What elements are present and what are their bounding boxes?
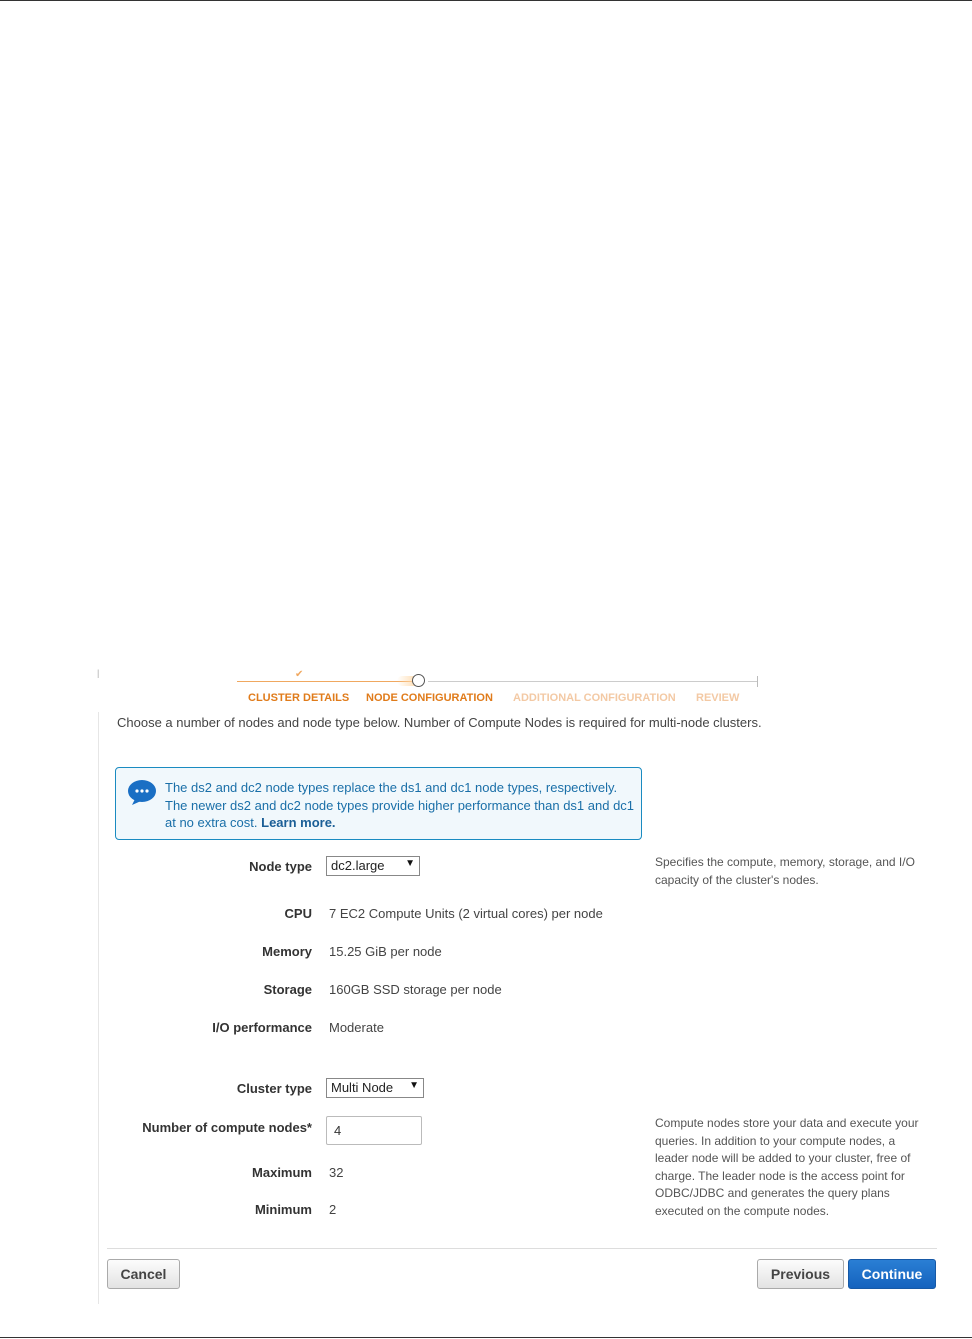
minimum-value: 2 — [329, 1202, 337, 1217]
cpu-label: CPU — [284, 906, 312, 921]
step-review: REVIEW — [696, 692, 740, 704]
left-rule — [98, 712, 99, 1304]
dropdown-arrow-icon: ▼ — [405, 858, 415, 869]
step-complete-check-icon: ✔ — [295, 669, 304, 680]
memory-label: Memory — [262, 944, 312, 959]
bottom-rule — [0, 1337, 972, 1338]
memory-value: 15.25 GiB per node — [329, 944, 442, 959]
corner-tick: | — [97, 668, 100, 678]
maximum-label: Maximum — [252, 1165, 312, 1180]
cluster-type-select[interactable] — [326, 1078, 424, 1098]
compute-nodes-input[interactable]: 4 — [326, 1116, 422, 1145]
node-type-value: dc2.large — [331, 858, 385, 873]
info-text: The ds2 and dc2 node types replace the ds1 and dc1 node types, respectively. The newer ds2 and dc2 node types provide higher performance than ds1 and dc1 at no extra cost. — [165, 780, 635, 830]
info-message — [165, 779, 635, 832]
maximum-value: 32 — [329, 1165, 344, 1180]
learn-more-link[interactable]: Learn more. — [261, 815, 336, 830]
wizard-stepper — [237, 669, 759, 712]
stepper-end-tick — [757, 676, 758, 687]
cpu-value: 7 EC2 Compute Units (2 virtual cores) per node — [329, 906, 603, 921]
compute-nodes-label: Number of compute nodes* — [142, 1120, 312, 1135]
stepper-line-complete — [237, 681, 412, 682]
cancel-button[interactable]: Cancel — [107, 1259, 180, 1289]
node-type-label: Node type — [249, 859, 312, 874]
intro-text: Choose a number of nodes and node type below. Number of Compute Nodes is required for multi-node clusters. — [117, 715, 762, 730]
dropdown-arrow-icon: ▼ — [409, 1080, 419, 1091]
chat-bubble-icon — [127, 779, 157, 805]
step-node-configuration: NODE CONFIGURATION — [366, 692, 493, 704]
node-type-select[interactable] — [326, 856, 420, 876]
previous-button[interactable]: Previous — [757, 1259, 844, 1289]
current-step-circle-icon — [412, 674, 425, 687]
top-rule — [0, 0, 972, 1]
cluster-type-value: Multi Node — [331, 1080, 394, 1095]
io-performance-label: I/O performance — [212, 1020, 312, 1035]
node-type-help: Specifies the compute, memory, storage, and I/O capacity of the cluster's nodes. — [655, 855, 915, 887]
storage-label: Storage — [263, 982, 312, 997]
storage-value: 160GB SSD storage per node — [329, 982, 502, 997]
cluster-type-label: Cluster type — [236, 1081, 312, 1096]
continue-button[interactable]: Continue — [848, 1259, 936, 1289]
minimum-label: Minimum — [254, 1202, 312, 1217]
io-performance-value: Moderate — [329, 1020, 384, 1035]
step-cluster-details[interactable]: CLUSTER DETAILS — [248, 692, 350, 704]
step-additional-configuration: ADDITIONAL CONFIGURATION — [513, 692, 676, 704]
footer-divider — [107, 1248, 937, 1249]
stepper-line-pending — [428, 681, 758, 682]
info-box — [115, 767, 642, 840]
compute-nodes-help: Compute nodes store your data and execute your queries. In addition to your compute nodes, a leader node will be added to your cluster, free of charge. The leader node is the access point for ODBC/JDBC and generates the query plans executed on the compute nodes. — [655, 1116, 919, 1218]
